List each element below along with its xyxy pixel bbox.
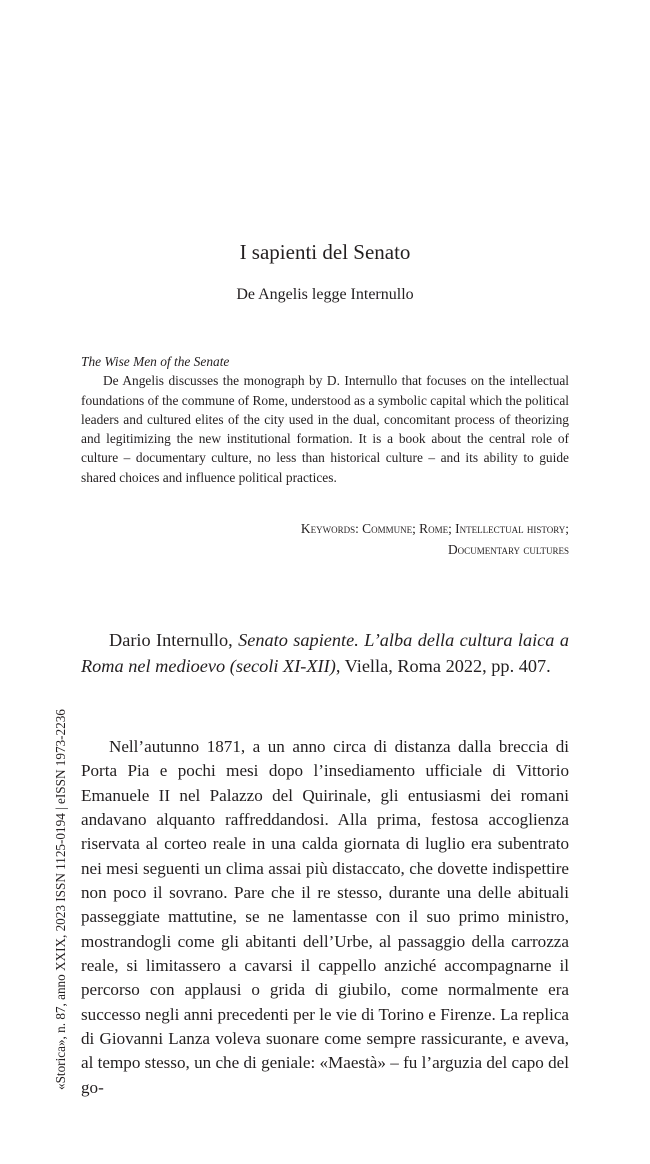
book-citation (81, 627, 569, 679)
citation-publisher: , Viella, Roma 2022, pp. 407. (335, 656, 551, 676)
article-title: I sapienti del Senato (239, 240, 411, 264)
body-paragraph: Nell’autunno 1871, a un anno circa di distanza dalla breccia di Porta Pia e pochi mesi dopo l’insediamento ufficiale di Vittorio Emanuele II nel Palazzo del Quirinale, gli entusiasmi dei romani andavano alquanto raffreddandosi. Alla prima, festosa accoglienza riservata al corteo reale in una calda giornata di luglio era subentrato nei mesi seguenti un clima assai più distaccato, che dovette indispettire non poco il sovrano. Pare che il re stesso, durante una delle abituali passeggiate mattutine, se ne lamentasse con il suo primo ministro, mostrandogli come gli abitanti dell’Urbe, al passaggio della carrozza reale, si limitassero a cavarsi il cappello anziché accompagnarne il percorso con applausi o grida di giubilo, come normalmente era successo negli anni precedenti per le vie di Torino e Firenze. La replica di Giovanni Lanza voleva suonare come sempre rassicurante, e aveva, al tempo stesso, un che di geniale: «Maestà» – fu l’arguzia del capo del go- (81, 737, 569, 1097)
journal-info-sidebar: «Storica», n. 87, anno XXIX, 2023 ISSN 1125-0194 | eISSN 1973-2236 (53, 709, 68, 1090)
citation-author: Dario Internullo, (109, 630, 239, 650)
keywords (81, 519, 569, 560)
keywords-line-1: Keywords: Commune; Rome; Intellectual history; (300, 521, 569, 536)
keywords-line-2: Documentary cultures (448, 541, 569, 557)
abstract-heading: The Wise Men of the Senate (81, 354, 230, 369)
abstract (81, 352, 569, 487)
abstract-body: De Angelis discusses the monograph by D. Internullo that focuses on the intellectual foundations of the commune of Rome, understood as a symbolic capital which the political leaders and cultured elites of the city used in the dual, concomitant process of theorizing and legitimizing the new institutional formation. It is a book about the central role of culture – documentary culture, no less than historical culture – and its ability to guide shared choices and influence political practices. (81, 373, 569, 485)
article-subtitle: De Angelis legge Internullo (236, 286, 414, 303)
citation-book-title: Senato sapiente. L’alba della cultura laica a Roma nel medioevo (secoli XI-XII) (81, 630, 569, 676)
